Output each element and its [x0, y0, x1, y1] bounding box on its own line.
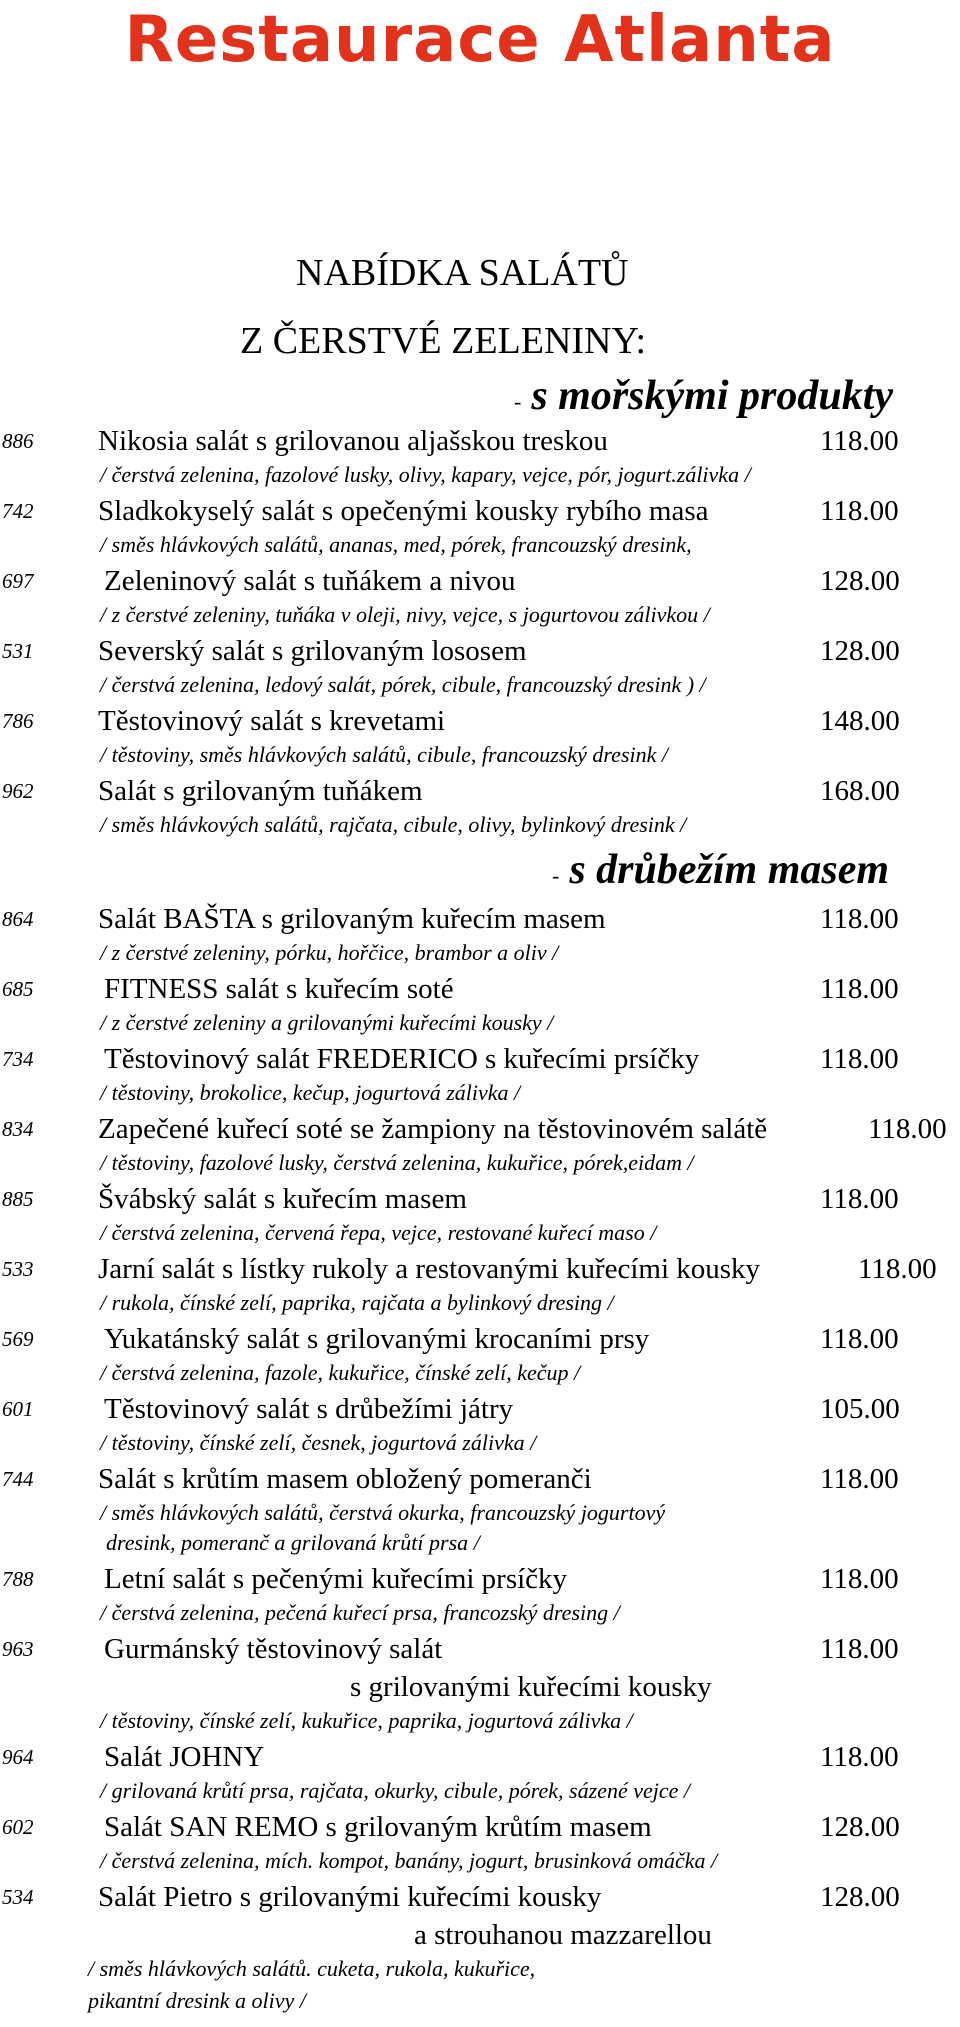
item-number: 885: [2, 1187, 34, 1211]
item-name: Salát JOHNY: [104, 1741, 265, 1773]
item-description: / těstoviny, čínské zelí, kukuřice, paprika, jogurtová zálivka /: [100, 1708, 633, 1733]
item-number: 742: [2, 499, 34, 523]
item-description: / z čerstvé zeleniny a grilovanými kuřecími kousky /: [100, 1010, 554, 1035]
item-name-continued: a strouhanou mazzarellou: [414, 1919, 712, 1951]
item-name: Yukatánský salát s grilovanými krocaními prsy: [104, 1323, 650, 1355]
item-price: 168.00: [820, 775, 900, 807]
restaurant-name: Restaurace Atlanta: [124, 3, 836, 77]
item-description-continued: pikantní dresink a olivy /: [88, 1988, 306, 2013]
item-price: 105.00: [820, 1393, 900, 1425]
item-price: 118.00: [820, 1633, 899, 1665]
item-name: Salát s grilovaným tuňákem: [98, 775, 423, 807]
item-number: 964: [2, 1745, 34, 1769]
item-name: Těstovinový salát s drůbežími játry: [104, 1393, 514, 1425]
item-name: Těstovinový salát s krevetami: [98, 705, 446, 737]
item-number: 963: [2, 1637, 34, 1661]
item-description: / směs hlávkových salátů, rajčata, cibule, olivy, bylinkový dresink /: [100, 812, 687, 837]
section-poultry-heading: [552, 846, 889, 900]
item-description: / čerstvá zelenina, fazole, kukuřice, čínské zelí, kečup /: [100, 1360, 581, 1385]
item-name: Zapečené kuřecí soté se žampiony na těstovinovém salátě: [98, 1113, 768, 1145]
item-name: Salát Pietro s grilovanými kuřecími kousky: [98, 1881, 602, 1913]
item-description: / rukola, čínské zelí, paprika, rajčata a bylinkový dresing /: [100, 1290, 614, 1315]
item-number: 734: [2, 1047, 34, 1071]
item-description: / těstoviny, směs hlávkových salátů, cibule, francouzský dresink /: [100, 742, 668, 767]
item-name: Salát s krůtím masem obložený pomeranči: [98, 1463, 592, 1495]
item-price: 128.00: [820, 1811, 900, 1843]
item-description: / těstoviny, fazolové lusky, čerstvá zelenina, kukuřice, pórek,eidam /: [100, 1150, 694, 1175]
item-description: / z čerstvé zeleniny, tuňáka v oleji, nivy, vejce, s jogurtovou zálivkou /: [100, 602, 710, 627]
item-name: Těstovinový salát FREDERICO s kuřecími prsíčky: [104, 1043, 700, 1075]
section-dash: -: [552, 863, 560, 888]
item-description-continued: dresink, pomeranč a grilovaná krůtí prsa /: [106, 1530, 480, 1555]
item-description: / čerstvá zelenina, ledový salát, pórek, cibule, francouzský dresink ) /: [100, 672, 706, 697]
item-price: 118.00: [820, 1563, 899, 1595]
section-dash: -: [514, 389, 522, 414]
item-name: Letní salát s pečenými kuřecími prsíčky: [104, 1563, 568, 1595]
item-name: Švábský salát s kuřecím masem: [98, 1183, 467, 1215]
item-number: 569: [2, 1327, 34, 1351]
item-description: / těstoviny, čínské zelí, česnek, jogurtová zálivka /: [100, 1430, 537, 1455]
item-number: 534: [2, 1885, 34, 1909]
item-number: 834: [2, 1117, 34, 1141]
item-number: 533: [2, 1257, 34, 1281]
item-description: / směs hlávkových salátů, ananas, med, pórek, francouzský dresink,: [100, 532, 692, 557]
item-price: 118.00: [820, 1323, 899, 1355]
item-price: 118.00: [820, 973, 899, 1005]
item-price: 118.00: [820, 425, 899, 457]
item-number: 886: [2, 429, 34, 453]
item-description: / směs hlávkových salátů, čerstvá okurka, francouzský jogurtový: [100, 1500, 666, 1525]
section-seafood-heading: [514, 372, 893, 426]
item-price: 118.00: [820, 1463, 899, 1495]
item-price: 118.00: [820, 495, 899, 527]
item-price: 118.00: [820, 1183, 899, 1215]
item-name: Severský salát s grilovaným lososem: [98, 635, 527, 667]
item-description: / čerstvá zelenina, fazolové lusky, olivy, kapary, vejce, pór, jogurt.zálivka /: [100, 462, 751, 487]
menu-heading-line1: NABÍDKA SALÁTŮ: [296, 252, 629, 294]
item-name: FITNESS salát s kuřecím soté: [104, 973, 454, 1005]
item-price: 128.00: [820, 565, 900, 597]
item-name: Salát SAN REMO s grilovaným krůtím masem: [104, 1811, 652, 1843]
item-description: / grilovaná krůtí prsa, rajčata, okurky, cibule, pórek, sázené vejce /: [100, 1778, 690, 1803]
section-title: s mořskými produkty: [531, 373, 894, 419]
item-price: 118.00: [858, 1253, 937, 1285]
item-number: 786: [2, 709, 34, 733]
item-description: / těstoviny, brokolice, kečup, jogurtová zálivka /: [100, 1080, 521, 1105]
menu-heading-line2: Z ČERSTVÉ ZELENINY:: [240, 320, 647, 362]
item-number: 744: [2, 1467, 34, 1491]
item-price: 118.00: [820, 1741, 899, 1773]
item-price: 128.00: [820, 1881, 900, 1913]
item-price: 148.00: [820, 705, 900, 737]
item-description: / z čerstvé zeleniny, pórku, hořčice, brambor a oliv /: [100, 940, 559, 965]
section-title: s drůbežím masem: [569, 847, 890, 893]
item-name-continued: s grilovanými kuřecími kousky: [350, 1671, 712, 1703]
item-number: 788: [2, 1567, 34, 1591]
item-description: / čerstvá zelenina, mích. kompot, banány, jogurt, brusinková omáčka /: [100, 1848, 718, 1873]
item-description: / čerstvá zelenina, červená řepa, vejce, restované kuřecí maso /: [100, 1220, 657, 1245]
item-description: / směs hlávkových salátů. cuketa, rukola, kukuřice,: [88, 1956, 536, 1981]
item-number: 697: [2, 569, 34, 593]
item-number: 864: [2, 907, 34, 931]
item-price: 118.00: [820, 1043, 899, 1075]
item-number: 962: [2, 779, 34, 803]
item-name: Gurmánský těstovinový salát: [104, 1633, 443, 1665]
item-number: 685: [2, 977, 34, 1001]
item-price: 118.00: [868, 1113, 947, 1145]
item-number: 601: [2, 1397, 34, 1421]
item-price: 128.00: [820, 635, 900, 667]
item-number: 531: [2, 639, 34, 663]
item-name: Jarní salát s lístky rukoly a restovanými kuřecími kousky: [98, 1253, 761, 1285]
item-name: Sladkokyselý salát s opečenými kousky rybího masa: [98, 495, 709, 527]
item-price: 118.00: [820, 903, 899, 935]
item-name: Nikosia salát s grilovanou aljašskou treskou: [98, 425, 608, 457]
item-number: 602: [2, 1815, 34, 1839]
item-name: Salát BAŠTA s grilovaným kuřecím masem: [98, 903, 606, 935]
item-name: Zeleninový salát s tuňákem a nivou: [104, 565, 516, 597]
item-description: / čerstvá zelenina, pečená kuřecí prsa, francozský dresing /: [100, 1600, 620, 1625]
